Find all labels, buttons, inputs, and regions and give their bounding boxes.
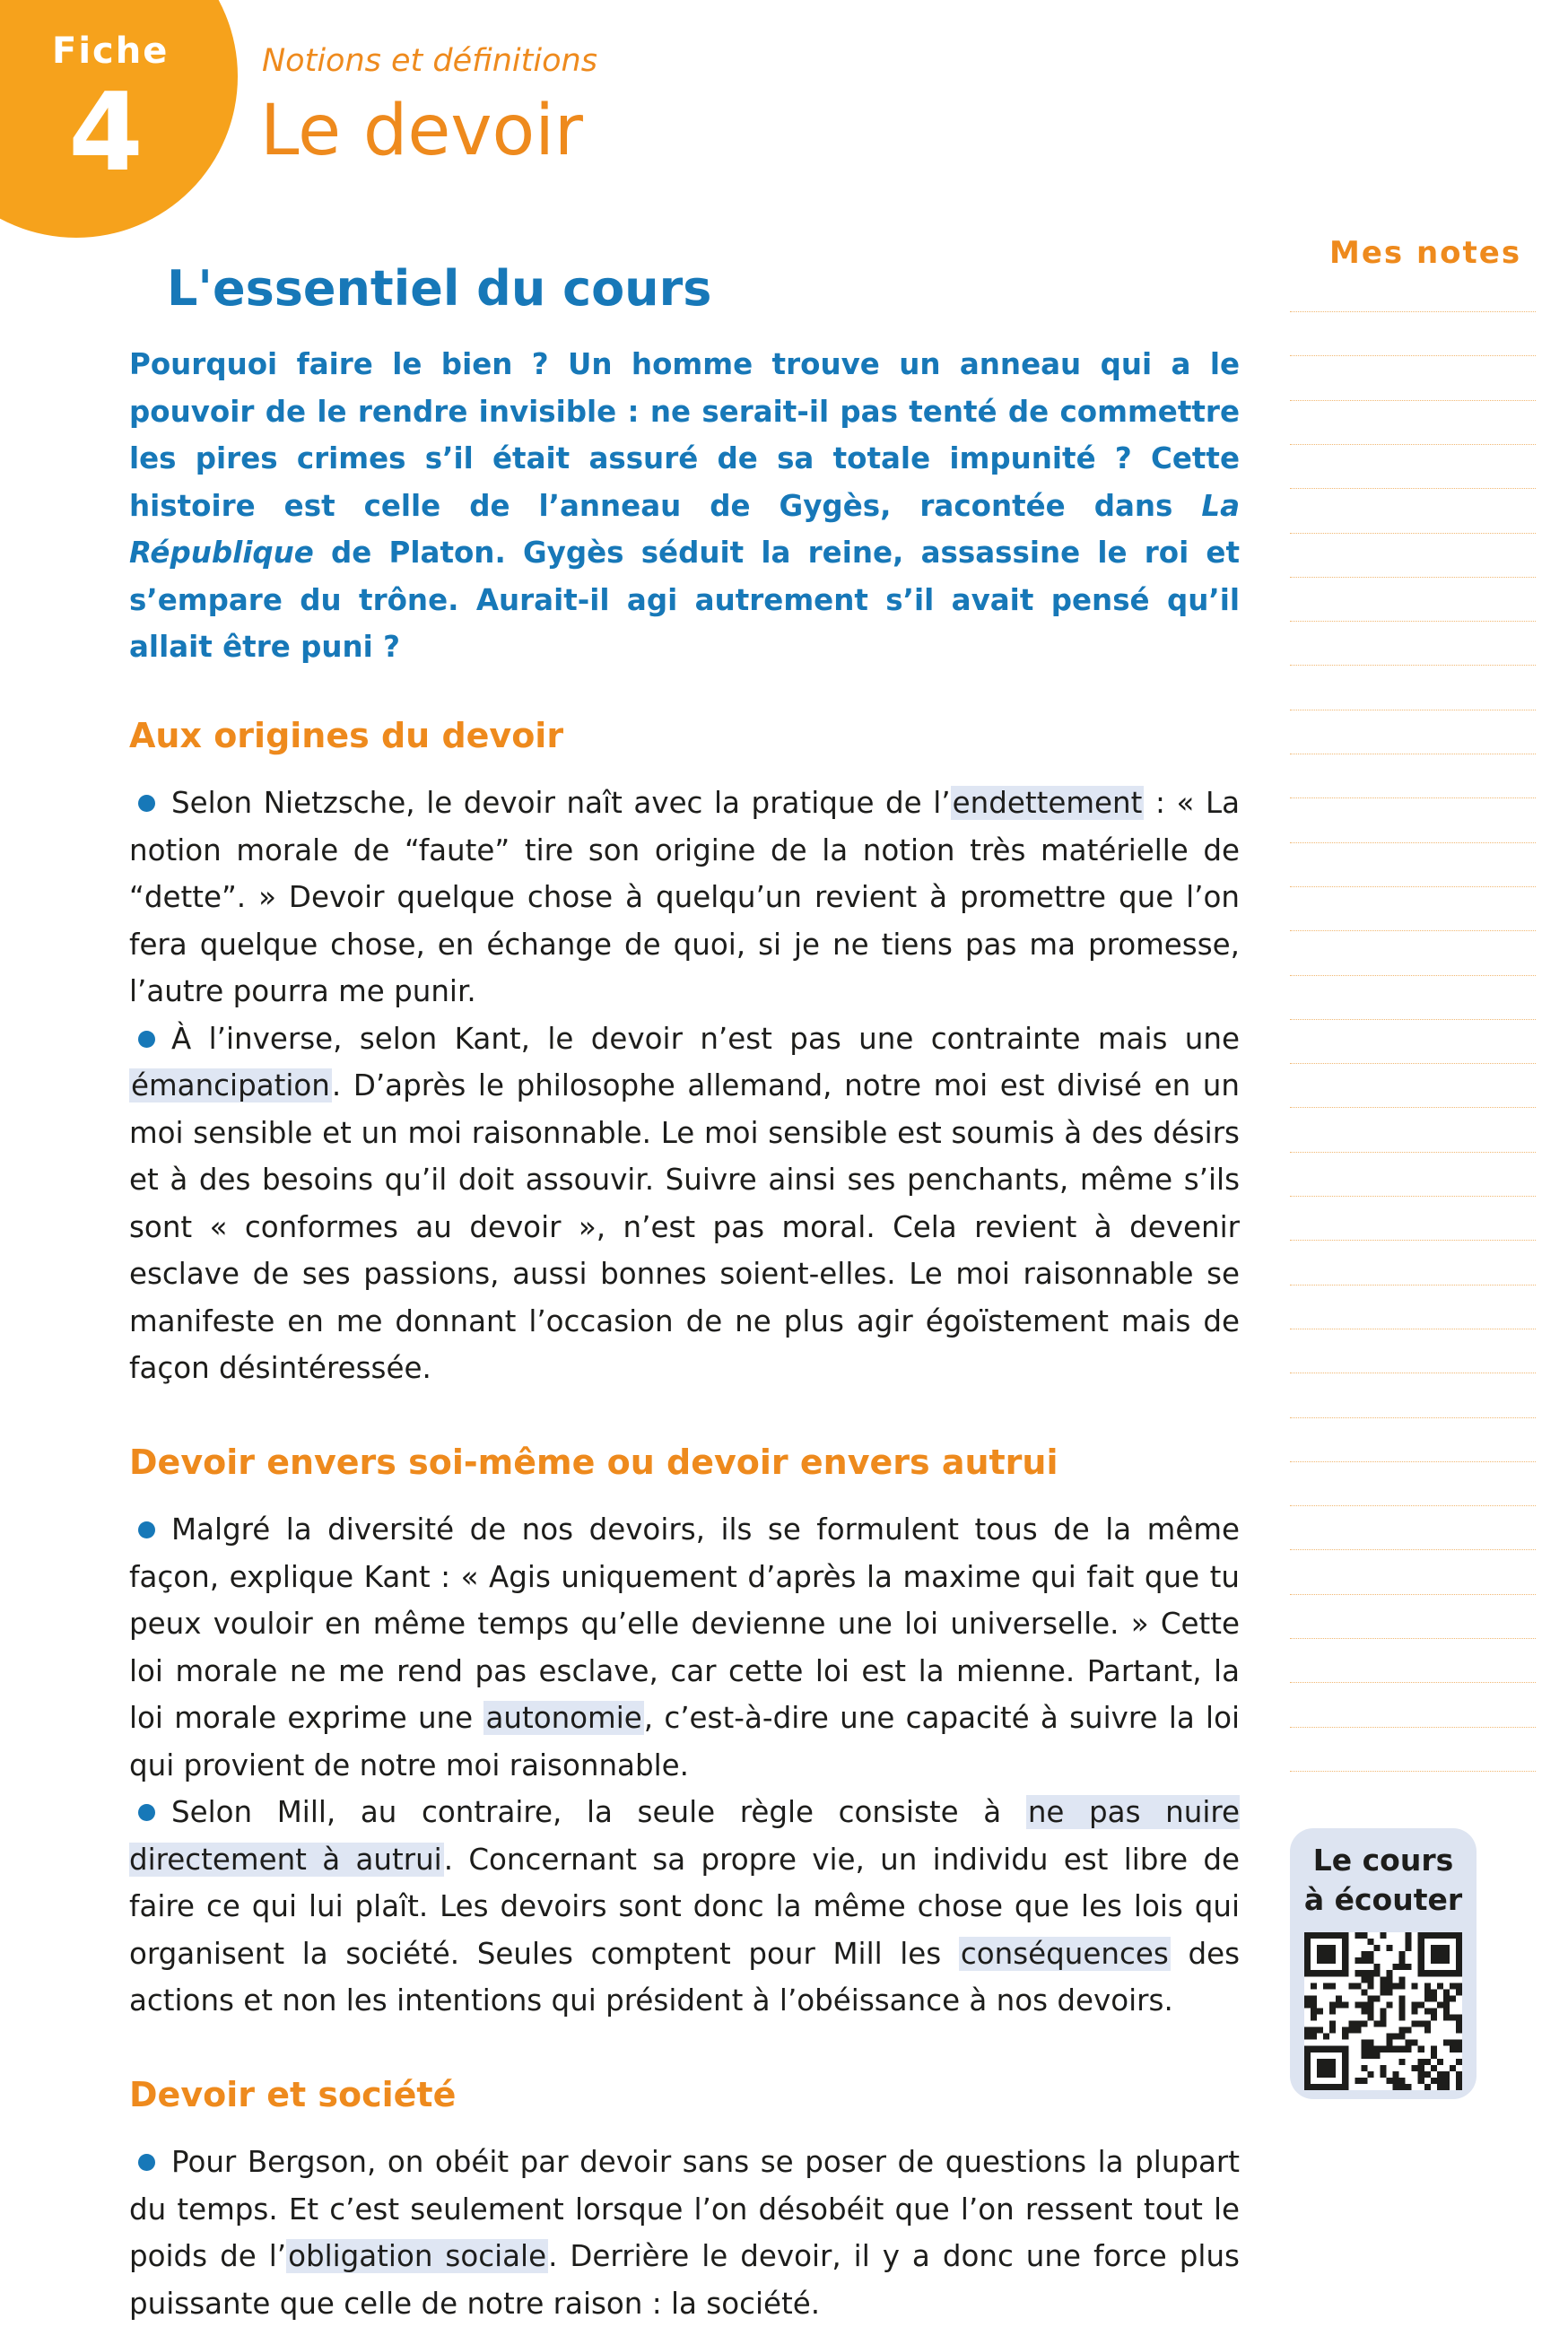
paragraph-nietzsche <box>129 780 1240 1015</box>
text: Selon Nietzsche, le devoir naît avec la pratique de l’ <box>171 786 951 821</box>
intro-text-2: de Platon. Gygès séduit la reine, assassine le roi et s’empare du trône. Aurait-il agi autrement s’il avait pensé qu’il allait être puni ? <box>129 536 1240 664</box>
note-line <box>1290 1019 1536 1020</box>
keyword-autonomie: autonomie <box>485 1701 642 1736</box>
note-line <box>1290 1505 1536 1506</box>
fiche-badge <box>0 0 238 238</box>
text: Pour Bergson, on obéit par devoir sans se poser de questions la plupart du temps. Et c’est seulement lorsque l’on désobéit que l’on ressent tout le poids de l’ <box>129 2145 1240 2274</box>
audio-label-line-2: à écouter <box>1303 1882 1463 1917</box>
keyword-obligation-sociale: obligation sociale <box>288 2239 547 2274</box>
note-line <box>1290 1417 1536 1418</box>
paragraph-kant-emancipation <box>129 1015 1240 1392</box>
intro-text-1: Pourquoi faire le bien ? Un homme trouve un anneau qui a le pouvoir de le rendre invisible : ne serait-il pas tenté de commettre les pires crimes s’il était assuré de sa totale impunité ? Cette histoire est celle de l’anneau de Gygès, racontée dans <box>129 347 1240 523</box>
text: À l’inverse, selon Kant, le devoir n’est pas une contrainte mais une <box>171 1021 1240 1056</box>
note-line <box>1290 797 1536 798</box>
note-line <box>1290 1240 1536 1241</box>
note-line <box>1290 1107 1536 1108</box>
audio-label <box>1290 1841 1477 1920</box>
text: . Concernant sa propre vie, un individu est libre de faire ce qui lui plaît. Les devoirs sont donc la même chose que les lois qui organisent la société. Seules comptent pour Mill les <box>129 1842 1241 1971</box>
heading-soi-meme-autrui: Devoir envers soi-même ou devoir envers autrui <box>129 1442 1058 1482</box>
note-line <box>1290 533 1536 534</box>
header-kicker: Notions et définitions <box>262 43 597 79</box>
keyword-consequences: conséquences <box>960 1936 1169 1971</box>
keyword-ne-pas-nuire: ne pas nuire directement à autrui <box>129 1795 1241 1877</box>
audio-course-card[interactable] <box>1290 1828 1477 2099</box>
text: : « La notion morale de “faute” tire son origine de la notion très matérielle de “dette”. » Devoir quelque chose à quelqu’un revient à promettre que l’on fera quelque chose, en échange de quoi, si je ne tiens pas ma promesse, l’autre pourra me punir. <box>129 786 1240 1009</box>
note-line <box>1290 886 1536 887</box>
note-line <box>1290 1196 1536 1197</box>
intro-book-title: La République <box>129 488 1240 570</box>
bullet-icon <box>138 1804 155 1821</box>
page-title: Le devoir <box>260 91 583 171</box>
text: . Derrière le devoir, il y a donc une force plus puissante que celle de notre raison : la société. <box>129 2239 1240 2321</box>
note-line <box>1290 1461 1536 1462</box>
note-line <box>1290 1771 1536 1772</box>
paragraph-mill <box>129 1789 1240 2025</box>
section-title: L'essentiel du cours <box>167 260 712 317</box>
text: Selon Mill, au contraire, la seule règle consiste à <box>171 1795 1026 1830</box>
note-line <box>1290 355 1536 356</box>
note-line <box>1290 1063 1536 1064</box>
paragraph-kant-autonomie <box>129 1506 1240 1789</box>
fiche-label: Fiche <box>52 31 170 72</box>
text: , c’est-à-dire une capacité à suivre la loi qui provient de notre moi raisonnable. <box>129 1701 1240 1782</box>
bullet-icon <box>138 1521 155 1538</box>
note-line <box>1290 1594 1536 1595</box>
keyword-emancipation: émancipation <box>131 1068 330 1103</box>
note-line <box>1290 621 1536 622</box>
note-line <box>1290 444 1536 445</box>
text: . D’après le philosophe allemand, notre moi est divisé en un moi sensible et un moi raisonnable. Le moi sensible est soumis à des désirs et à des besoins qu’il doit assouvir. Suivre ainsi ses penchants, même s’ils sont « conformes au devoir », n’est pas moral. Cela revient à devenir esclave de ses passions, aussi bonnes soient-elles. Le moi raisonnable se manifeste en me donnant l’occasion de ne plus agir égoïstement mais de façon désintéressée. <box>129 1068 1240 1386</box>
note-line <box>1290 311 1536 312</box>
notes-title: Mes notes <box>1329 235 1522 271</box>
note-line <box>1290 1727 1536 1728</box>
note-line <box>1290 1549 1536 1550</box>
heading-origines: Aux origines du devoir <box>129 715 564 755</box>
fiche-number: 4 <box>68 71 144 196</box>
intro-paragraph <box>129 341 1240 671</box>
note-line <box>1290 1285 1536 1286</box>
audio-label-line-1: Le cours <box>1312 1843 1454 1878</box>
paragraph-bergson <box>129 2139 1240 2327</box>
bullet-icon <box>138 2154 155 2171</box>
note-line <box>1290 1638 1536 1639</box>
note-line <box>1290 842 1536 843</box>
bullet-icon <box>138 1031 155 1048</box>
main-content <box>129 341 1240 2327</box>
text: des actions et non les intentions qui président à l’obéissance à nos devoirs. <box>129 1936 1241 2018</box>
note-line <box>1290 400 1536 401</box>
keyword-endettement: endettement <box>952 786 1143 821</box>
note-line <box>1290 975 1536 976</box>
bullet-icon <box>138 795 155 812</box>
note-line <box>1290 930 1536 931</box>
note-line <box>1290 665 1536 666</box>
note-line <box>1290 488 1536 489</box>
heading-devoir-societe: Devoir et société <box>129 2074 457 2114</box>
note-line <box>1290 1682 1536 1683</box>
note-line <box>1290 1152 1536 1153</box>
note-line <box>1290 577 1536 578</box>
text: Malgré la diversité de nos devoirs, ils se formulent tous de la même façon, explique Kant : « Agis uniquement d’après la maxime qui fait que tu peux vouloir en même temps qu’elle devienne une loi universelle. » Cette loi morale ne me rend pas esclave, car cette loi est la mienne. Partant, la loi morale exprime une <box>129 1512 1240 1736</box>
qr-code-icon[interactable] <box>1304 1932 1462 2090</box>
